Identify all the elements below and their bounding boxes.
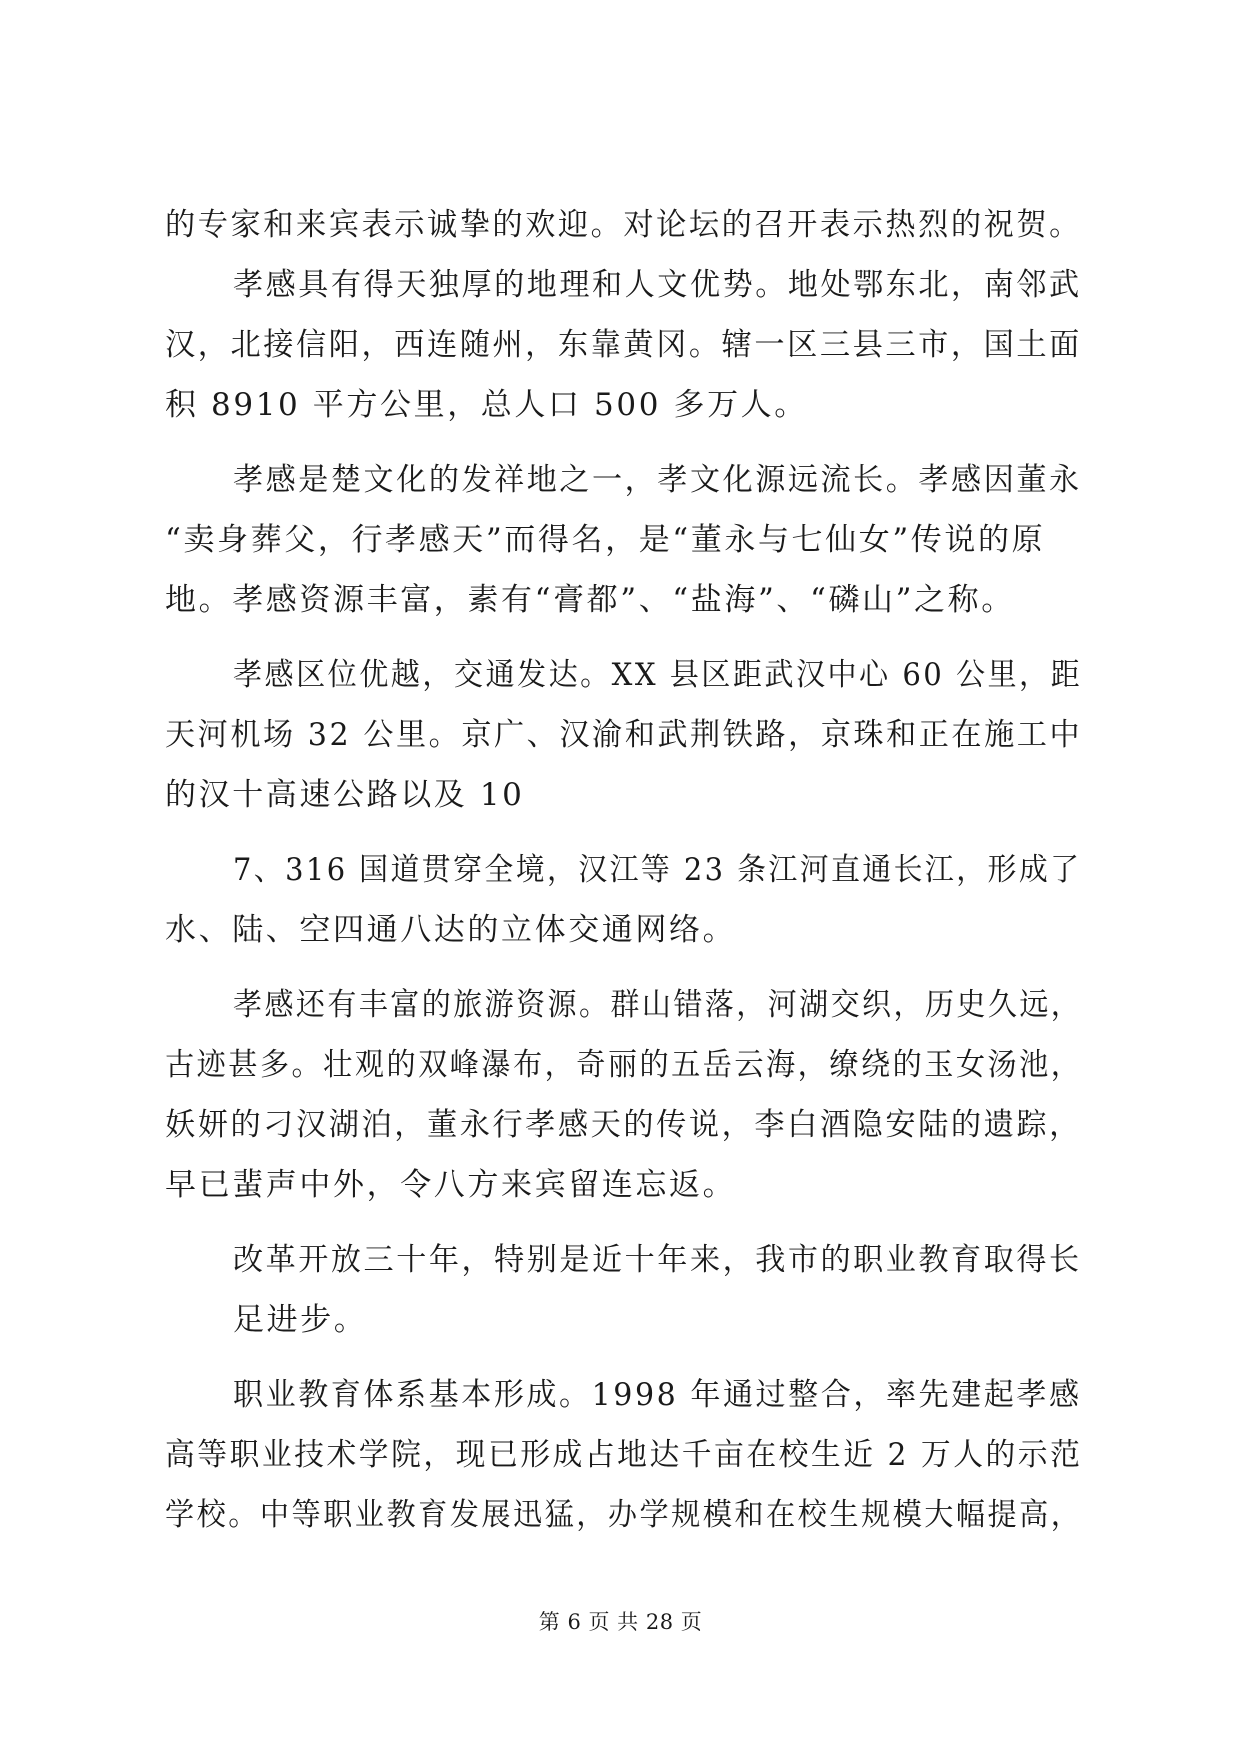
text-line: 妖妍的刁汉湖泊，董永行孝感天的传说，李白酒隐安陆的遗踪，: [165, 1107, 1082, 1143]
text-line: 职业教育体系基本形成。1998 年通过整合，率先建起孝感: [233, 1377, 1082, 1413]
text-line: 的专家和来宾表示诚挚的欢迎。对论坛的召开表示热烈的祝贺。: [165, 207, 1082, 243]
text-line: 孝感还有丰富的旅游资源。群山错落，河湖交织，历史久远，: [233, 987, 1083, 1023]
text-line: 早已蜚声中外，令八方来宾留连忘返。: [165, 1167, 737, 1203]
text-line: 的汉十高速公路以及 10: [165, 777, 525, 813]
text-line: 积 8910 平方公里，总人口 500 多万人。: [165, 387, 808, 423]
text-line: 孝感具有得天独厚的地理和人文优势。地处鄂东北，南邻武: [233, 267, 1082, 303]
text-line: 孝感是楚文化的发祥地之一，孝文化源远流长。孝感因董永: [233, 462, 1082, 498]
text-line: 7、316 国道贯穿全境，汉江等 23 条江河直通长江，形成了: [233, 852, 1082, 888]
text-line: 足进步。: [233, 1302, 368, 1338]
text-line: 孝感区位优越，交通发达。XX 县区距武汉中心 60 公里，距: [233, 657, 1083, 693]
text-line: 汉，北接信阳，西连随州，东靠黄冈。辖一区三县三市，国土面: [165, 327, 1082, 363]
text-line: 学校。中等职业教育发展迅猛，办学规模和在校生规模大幅提高，: [165, 1497, 1083, 1533]
text-line: 古迹甚多。壮观的双峰瀑布，奇丽的五岳云海，缭绕的玉女汤池，: [165, 1047, 1083, 1083]
text-line: 高等职业技术学院，现已形成占地达千亩在校生近 2 万人的示范: [165, 1437, 1083, 1473]
text-line: “卖身葬父，行孝感天”而得名，是“董永与七仙女”传说的原: [165, 522, 1046, 558]
text-line: 水、陆、空四通八达的立体交通网络。: [165, 912, 737, 948]
text-line: 天河机场 32 公里。京广、汉渝和武荆铁路，京珠和正在施工中: [165, 717, 1083, 753]
text-line: 改革开放三十年，特别是近十年来，我市的职业教育取得长: [233, 1242, 1082, 1278]
page-footer: 第 6 页 共 28 页: [538, 1610, 703, 1634]
text-line: 地。孝感资源丰富，素有“膏都”、“盐海”、“磷山”之称。: [165, 582, 1015, 618]
